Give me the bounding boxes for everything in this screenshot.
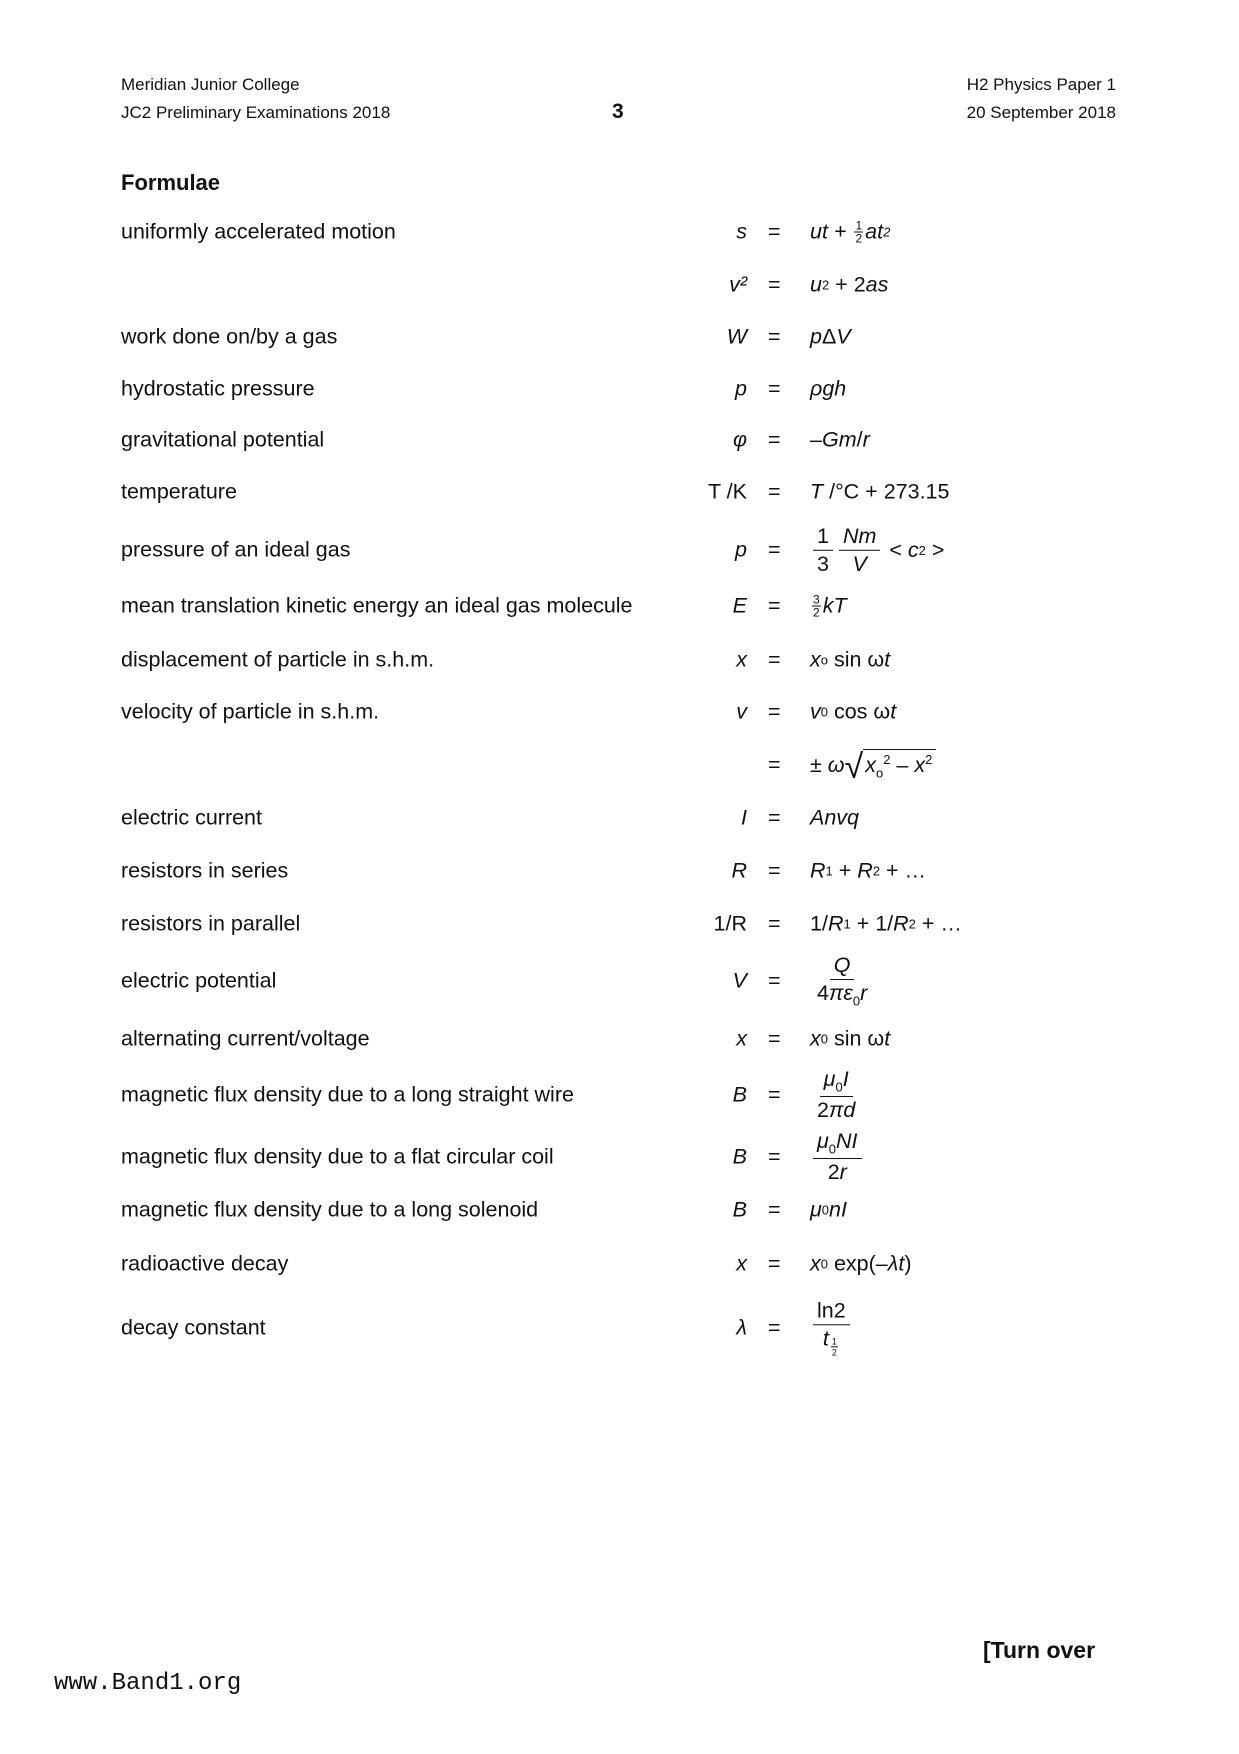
formula-expression: ut + 1 2 at 2 (810, 218, 891, 246)
formula-description: decay constant (121, 1315, 266, 1340)
formula-symbol: B (732, 1144, 747, 1169)
formula-description: hydrostatic pressure (121, 376, 315, 401)
formula-symbol: R (731, 858, 747, 883)
equals-sign: = (768, 752, 781, 777)
formula-description: work done on/by a gas (121, 324, 338, 349)
formula-row (0, 1298, 1239, 1358)
formula-expression: 1/ R 1 + 1/ R 2 + … (810, 911, 962, 936)
formula-symbol: E (732, 593, 747, 618)
formula-expression: x 0 exp(– λt ) (810, 1251, 912, 1276)
formula-description: displacement of particle in s.h.m. (121, 647, 435, 672)
equals-sign: = (768, 219, 781, 244)
formula-row (0, 1131, 1239, 1183)
equals-sign: = (768, 1197, 781, 1222)
formula-symbol: I (741, 805, 747, 830)
equals-sign: = (768, 968, 781, 993)
formula-row (0, 414, 1239, 466)
equals-sign: = (768, 537, 781, 562)
formula-row (0, 845, 1239, 897)
paper-name: H2 Physics Paper 1 (966, 75, 1116, 94)
page-title: Formulae (121, 170, 221, 195)
equals-sign: = (768, 324, 781, 349)
formula-expression: ± ω √ $x_o^2 - x^2$ (810, 748, 936, 782)
formula-symbol: x (736, 1026, 747, 1051)
formula-symbol: 1/R (713, 911, 747, 936)
equals-sign: = (768, 805, 781, 830)
formula-row (0, 466, 1239, 518)
equals-sign: = (768, 479, 781, 504)
equals-sign: = (768, 1026, 781, 1051)
formula-expression: ln2 t $_{\frac{1}{2}}$ (810, 1298, 853, 1357)
formula-description: velocity of particle in s.h.m. (121, 699, 380, 724)
equals-sign: = (768, 647, 781, 672)
exam-name: JC2 Preliminary Examinations 2018 (121, 103, 391, 122)
formula-description: alternating current/voltage (121, 1026, 370, 1051)
equals-sign: = (768, 1251, 781, 1276)
equals-sign: = (768, 272, 781, 297)
formula-symbol: B (732, 1197, 747, 1222)
formula-expression: $\frac{\mu_0I}{2\pi d}$ (817, 1067, 856, 1123)
formula-description: resistors in series (121, 858, 289, 883)
formula-symbol: W (726, 324, 747, 349)
formula-description: magnetic flux density due to a long solenoid (121, 1197, 539, 1222)
formula-row (0, 1013, 1239, 1065)
equals-sign: = (768, 911, 781, 936)
equals-sign: = (768, 376, 781, 401)
formula-row (0, 1238, 1239, 1290)
formula-expression: u 2 + 2 as (810, 272, 889, 297)
formula-description: mean translation kinetic energy an ideal gas molecule (121, 593, 633, 618)
formula-expression: x o sin ω t (810, 647, 891, 672)
equals-sign: = (768, 699, 781, 724)
equals-sign: = (768, 1082, 781, 1107)
formula-expression: $\frac{Q}{4\pi\varepsilon_0r}$ (817, 953, 868, 1009)
formula-description: uniformly accelerated motion (121, 219, 396, 244)
formula-expression: T /°C + 273.15 (810, 479, 950, 504)
formula-expression: v 0 cos ω t (810, 699, 897, 724)
formula-symbol: p (735, 376, 747, 401)
turn-over-note: [Turn over (983, 1637, 1096, 1663)
formula-description: radioactive decay (121, 1251, 289, 1276)
formula-row (0, 206, 1239, 258)
formula-expression: – Gm / r (810, 427, 870, 452)
formula-expression: $\frac{1}{3}$ $\frac{Nm}{V}$ < c 2 > (810, 524, 944, 576)
formula-symbol: x (736, 1251, 747, 1276)
formula-expression: ρgh (810, 376, 847, 401)
formula-symbol: B (732, 1082, 747, 1107)
formula-row (0, 898, 1239, 950)
formula-row (0, 524, 1239, 576)
formula-symbol: p (735, 537, 747, 562)
formula-symbol: s (736, 219, 747, 244)
formula-expression: $\frac{\mu_0NI}{2r}$ (810, 1129, 865, 1185)
formula-symbol: v (736, 699, 747, 724)
formula-description: temperature (121, 479, 237, 504)
formula-description: gravitational potential (121, 427, 325, 452)
formula-description: magnetic flux density due to a long straight wire (121, 1082, 574, 1107)
formula-row (0, 1069, 1239, 1121)
formula-expression: p Δ V (810, 324, 851, 349)
equals-sign: = (768, 1144, 781, 1169)
formula-symbol: V (732, 968, 747, 993)
formula-symbol: T /K (707, 479, 747, 504)
formula-symbol: λ (736, 1315, 747, 1340)
formula-description: resistors in parallel (121, 911, 301, 936)
formula-expression: x 0 sin ω t (810, 1026, 891, 1051)
exam-date: 20 September 2018 (966, 103, 1116, 122)
formula-row (0, 580, 1239, 632)
formula-description: electric current (121, 805, 262, 830)
equals-sign: = (768, 593, 781, 618)
page-number: 3 (612, 100, 624, 123)
formula-symbol: x (736, 647, 747, 672)
formula-row (0, 311, 1239, 363)
formula-expression: R 1 + R 2 + … (810, 858, 927, 883)
formula-description: magnetic flux density due to a flat circular coil (121, 1144, 554, 1169)
formula-row (0, 259, 1239, 311)
watermark-url: www.Band1.org (54, 1670, 242, 1697)
formula-expression: μ 0 nI (810, 1197, 847, 1222)
formula-expression: Anvq (810, 805, 860, 830)
formula-row (0, 739, 1239, 791)
formula-symbol: v² (729, 272, 747, 297)
formula-expression: 3 2 kT (813, 592, 847, 620)
formula-row (0, 634, 1239, 686)
formula-symbol: φ (732, 427, 747, 452)
equals-sign: = (768, 1315, 781, 1340)
formula-row (0, 686, 1239, 738)
formula-row (0, 363, 1239, 415)
equals-sign: = (768, 427, 781, 452)
school-name: Meridian Junior College (121, 75, 300, 94)
formula-row (0, 792, 1239, 844)
formula-description: electric potential (121, 968, 277, 993)
formula-description: pressure of an ideal gas (121, 537, 351, 562)
formula-row (0, 1184, 1239, 1236)
formula-row (0, 955, 1239, 1007)
equals-sign: = (768, 858, 781, 883)
